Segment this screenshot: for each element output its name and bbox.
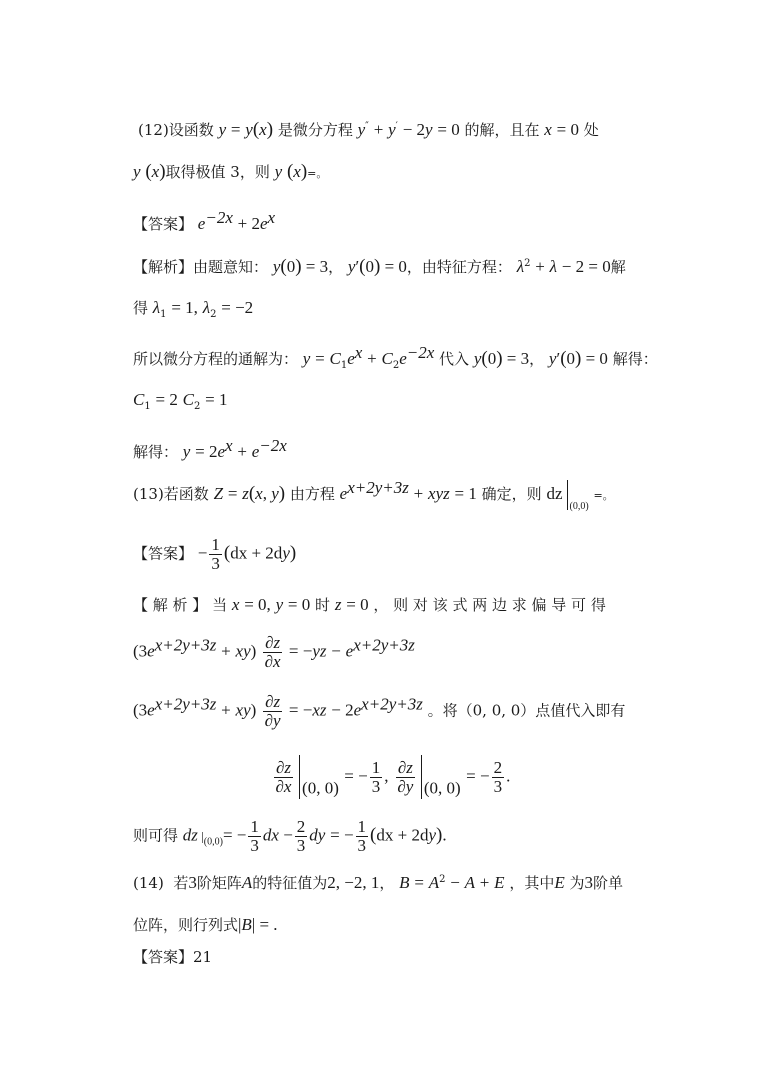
q14-question-line1: (14) 若3阶矩阵A的特征值为2, −2, 1， $B = A^2 - A + E$ ，其中E 为3阶单 [133, 873, 624, 892]
q12-solution-line2: 得 $\lambda_1 = 1$, $\lambda_2 = -2$ [133, 298, 254, 320]
q13-solution-line2: $(3e^{x+2y+3z} + xy)$ $\frac{\partial z}{\partial x}$ = $-yz - e^{x+2y+3z}$ [133, 633, 415, 671]
q12-solution-line3: 所以微分方程的通解为： $y = C_1e^x + C_2e^{-2x}$ 代入 y(0) = 3， y′(0) = 0 解得： [133, 343, 658, 371]
q12-solution-line4: $C_1 = 2$ $C_2 = 1$ [133, 390, 228, 412]
q12-question-line2: y (x)取得极值 3，则 y (x)=。 [133, 161, 328, 182]
q14-answer: 【答案】21 [133, 948, 213, 966]
q14-question-line2: 位阵，则行列式|B| = . [133, 915, 278, 934]
q12-answer: 【答案】 $e^{-2x} + 2e^x$ [133, 208, 276, 233]
q13-solution-line1: 【 解 析 】 当 x = 0, y = 0 时 z = 0 ， 则 对 该 式 两 边 求 偏 导 可 得 [133, 595, 606, 614]
q12-question-line1: (12)设函数 y = y(x) 是微分方程 y″ + y′ − 2y = 0 的解，且在 x = 0 处 [138, 119, 599, 140]
q13-question: (13)若函数 Z = z(x, y) 由方程 $e^{x+2y+3z}$ + xyz = 1 确定，则 $dz_{(0,0)}$ =。 [133, 478, 614, 512]
q12-solution-line1: 【解析】由题意知： y(0) = 3， y′(0) = 0，由特征方程： $\lambda^2 + \lambda - 2 = 0$解 [133, 256, 626, 277]
q13-solution-line5: 则可得 dz $|_{(0,0)}=$ − $\frac{1}{3}$ dx − $\frac{2}{3}$ dy = − $\frac{1}{3}$ (dx + 2dy). [133, 817, 447, 855]
q12-solution-line5: 解得： $y = 2e^x + e^{-2x}$ [133, 436, 287, 461]
q13-answer: 【答案】 − $\frac{1}{3}$ (dx + 2dy) [133, 535, 297, 573]
q13-solution-line3: $(3e^{x+2y+3z} + xy)$ $\frac{\partial z}{\partial y}$ = $-xz - 2e^{x+2y+3z}$ 。将（0, 0, 0）点值代入即有 [133, 692, 626, 730]
q13-partial-values-equation: $\frac{\partial z}{\partial x}$ (0, 0) = − $\frac{1}{3}$ , $\frac{\partial z}{\partial y}$ (0, 0) = − $\frac{2}{3}$ . [272, 755, 510, 799]
